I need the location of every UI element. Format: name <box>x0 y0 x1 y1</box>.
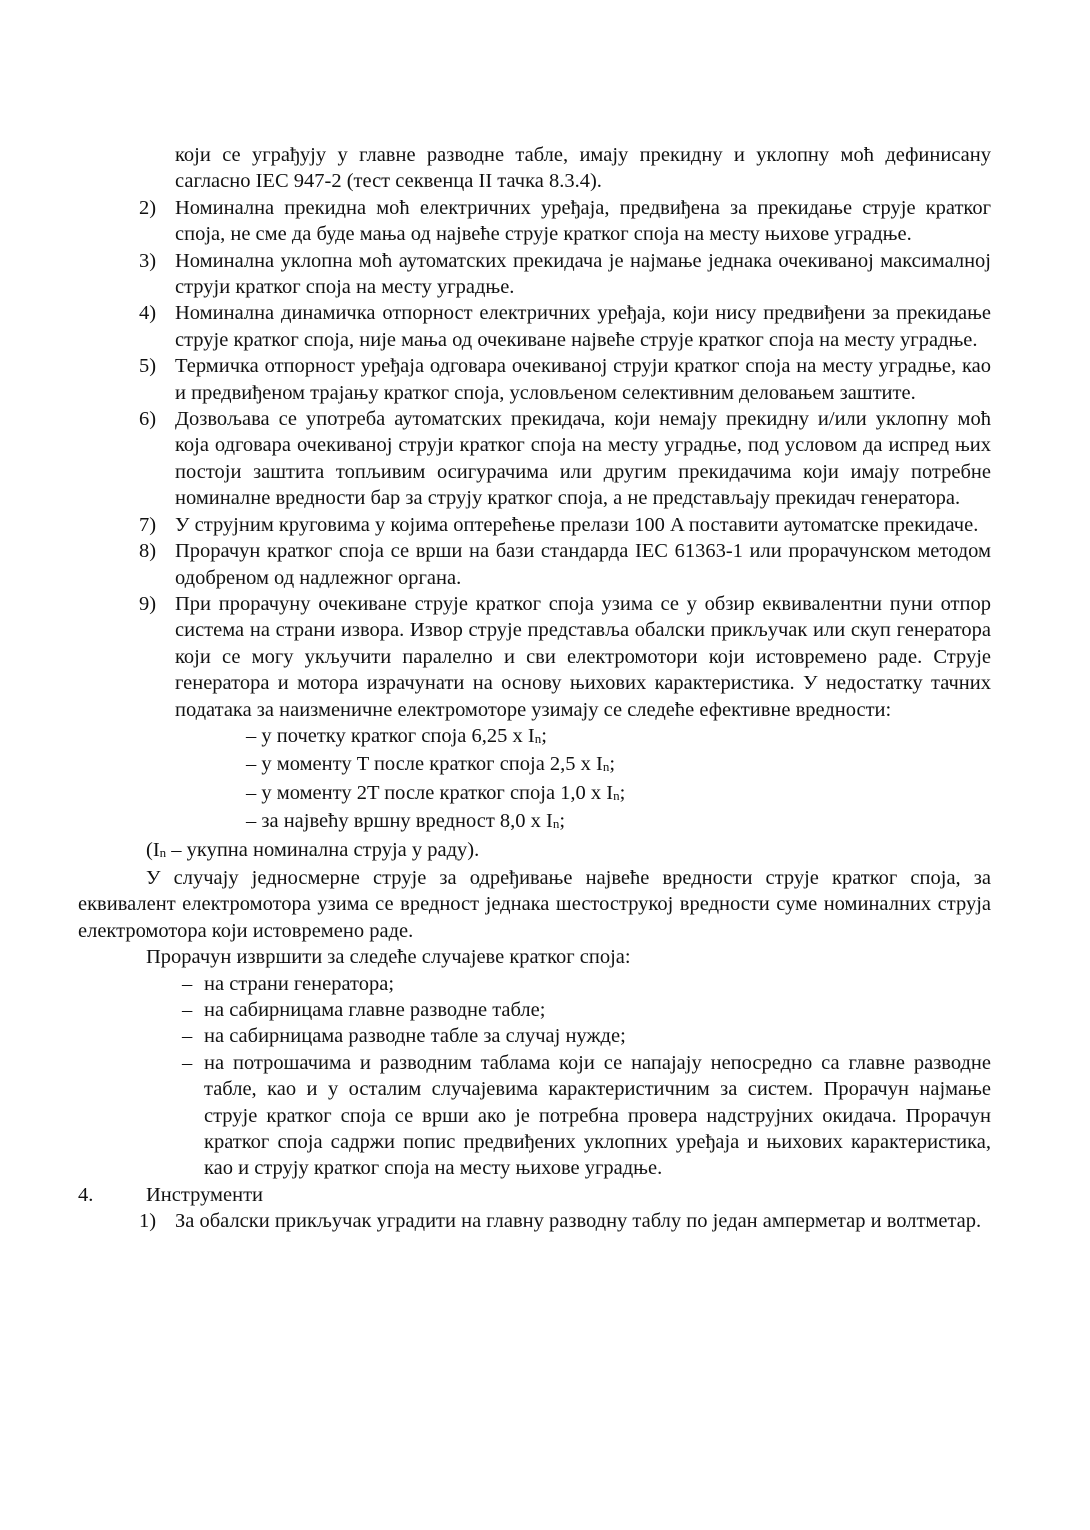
calc-case: – на потрошачима и разводним таблама који се напајају непосредно са главне разводне табле, као и у осталим случајевима карактеристичним за систем. Прорачун најмање струје кратког споја се врши ако је потребна провера надструјних окидача. Прорачун кратког споја садржи попис предвиђених уклопних уређаја и њихових карактеристика, као и струју кратког споја на месту њихове уградње. <box>182 1051 991 1180</box>
in-note: ($I_n$ – укупна номинална струја у раду). <box>146 838 480 861</box>
dc-paragraph: У случају једносмерне струје за одређивање највеће вредности струје кратког споја, за еквивалент електромотора узима се вредност једнака шестострукој вредности суме номиналних струја електромотора који истовремено раде. <box>78 866 991 942</box>
section-heading: 4. Инструменти <box>78 1183 264 1206</box>
list-item: 7) У струјним круговима у којима оптерећење прелази 100 A поставити аутоматске прекидаче. <box>139 513 979 536</box>
motor-values-list <box>78 723 991 837</box>
list-item: 9) При прорачуну очекиване струје кратког споја узима се у обзир еквивалентни пуни отпор система на страни извора. Извор струје представља обалски прикључак или скуп генератора који се могу укључити паралелно и сви електромотори који истовремено раде. Струје генератора и мотора израчунати на основу њихових карактеристика. У недостатку тачних података за наизменичне електромоторе узимају се следеће ефективне вредности: <box>139 592 991 721</box>
list-item: 2) Номинална прекидна моћ електричних уређаја, предвиђена за прекидање струје кратког споја, не сме да буде мања од највеће струје кратког споја на месту њихове уградње. <box>139 196 991 246</box>
requirements-list <box>78 195 991 723</box>
list-item: 5) Термичка отпорност уређаја одговара очекиваној струји кратког споја на месту уградње, као и предвиђеном трајању кратког споја, условљеном селективним деловањем заштите. <box>139 355 991 404</box>
motor-value: – за највећу вршну вредност 8,0 x $I_n$; <box>246 810 566 833</box>
calc-case: – на сабирницама главне разводне табле; <box>182 999 546 1021</box>
motor-value: – у почетку кратког споја 6,25 x $I_n$; <box>246 724 547 747</box>
calc-case: – на страни генератора; <box>182 972 395 995</box>
calc-case: – на сабирницама разводне табле за случај нужде; <box>182 1025 626 1048</box>
document-page <box>78 142 991 1235</box>
calc-intro: Прорачун извршити за следеће случајеве кратког споја: <box>146 946 631 969</box>
list-item: 3) Номинална уклопна моћ аутоматских прекидача је најмање једнака очекиваној максималној струји кратког споја на месту уградње. <box>139 249 991 299</box>
list-item: 1) За обалски прикључак уградити на главну разводну таблу по један амперметар и волтметар. <box>139 1210 982 1233</box>
list-item: 6) Дозвољава се употреба аутоматских прекидача, који немају прекидну и/или уклопну моћ која одговара очекиваној струји кратког споја на месту уградње, под условом да испред њих постоји заштита топљивим осигурачима или другим прекидачима који имају потребне номиналне вредности бар за струју кратког споја, а не представљају прекидач генератора. <box>139 408 991 510</box>
motor-value: – у моменту T после кратког споја 2,5 x $I_n$; <box>246 753 616 776</box>
list-item: 4) Номинална динамичка отпорност електричних уређаја, који нису предвиђени за прекидање струје кратког споја, није мања од очекиване највеће струје кратког споја на месту уградње. <box>139 302 991 351</box>
motor-value: – у моменту 2T после кратког споја 1,0 x $I_n$; <box>246 781 626 804</box>
intro-continuation: који се уграђују у главне разводне табле, имају прекидну и уклопну моћ дефинисану сагласно IEC 947-2 (тест секвенца II тачка 8.3.4). <box>175 144 991 193</box>
list-item: 8) Прорачун кратког споја се врши на бази стандарда IEC 61363-1 или прорачунском методом одобреном од надлежног органа. <box>139 540 991 589</box>
calc-cases-list <box>78 971 991 1182</box>
